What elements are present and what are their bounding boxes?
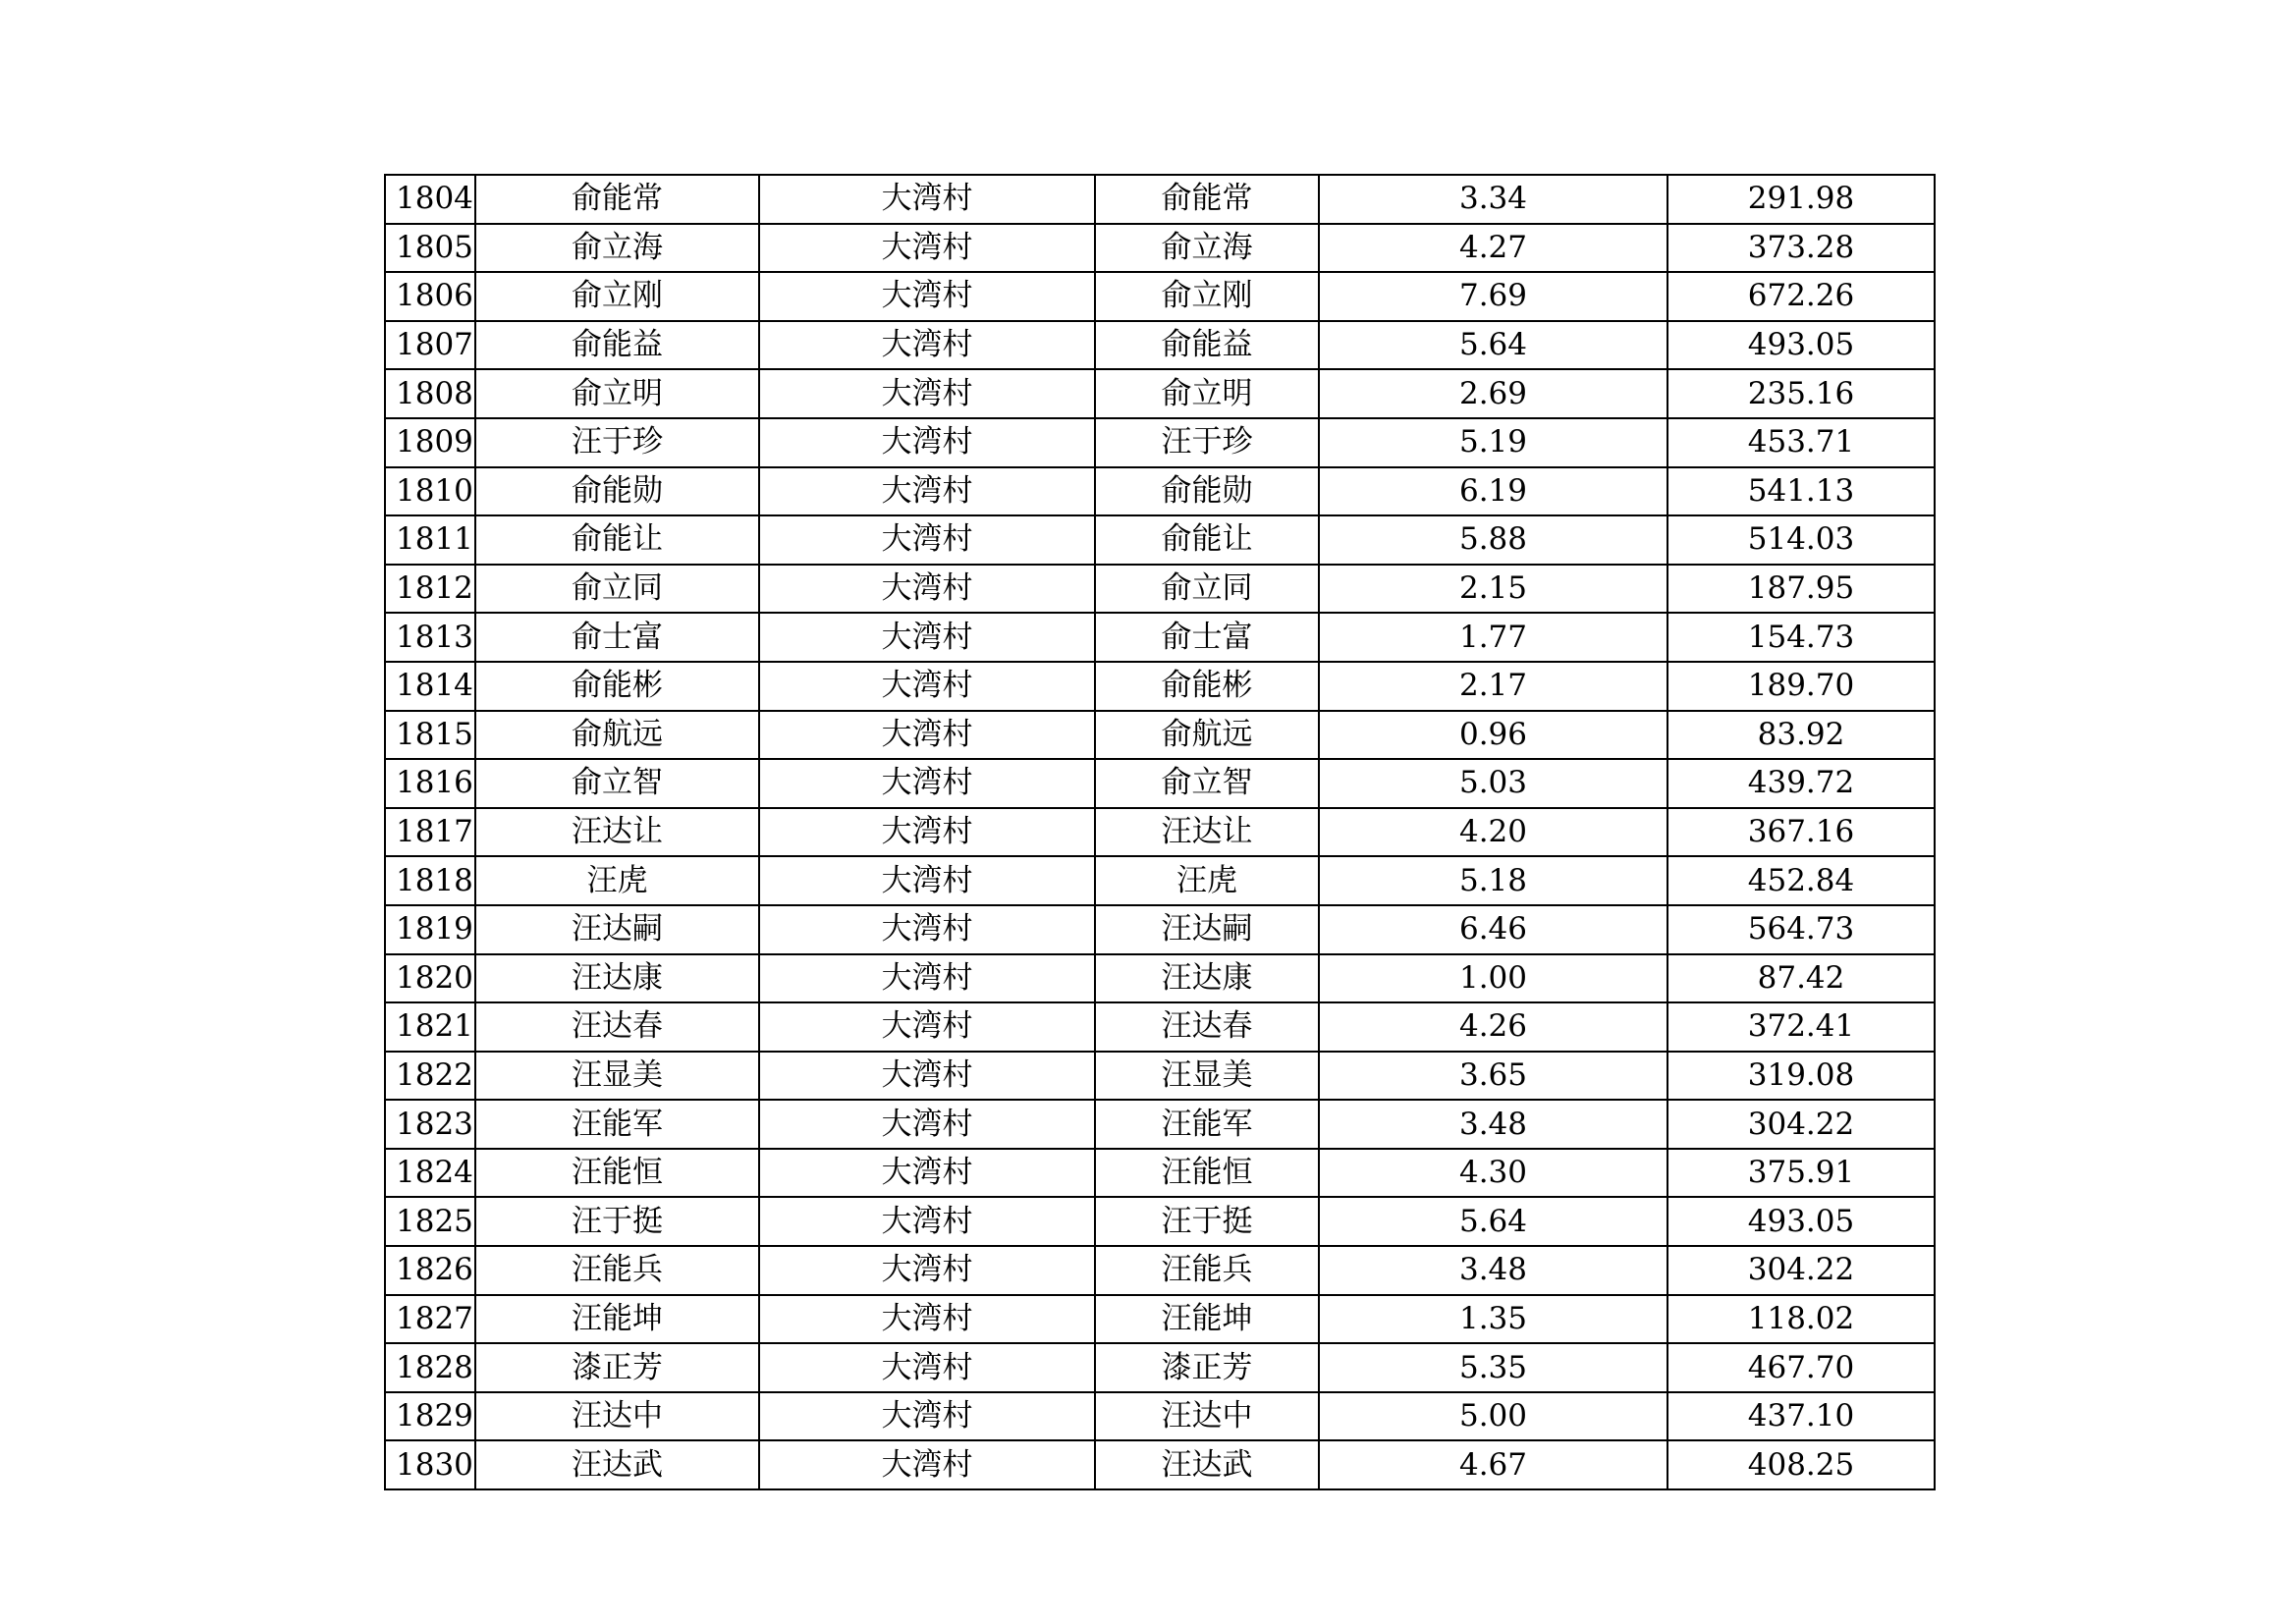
row-number-cell: 1823 — [385, 1100, 475, 1149]
table-row — [385, 1440, 1935, 1489]
area-cell: 5.64 — [1319, 321, 1667, 370]
name-cell: 俞能勋 — [475, 467, 759, 516]
name-cell: 汪达春 — [475, 1002, 759, 1052]
amount-cell: 154.73 — [1667, 613, 1935, 662]
row-number-cell: 1816 — [385, 759, 475, 808]
area-cell: 2.17 — [1319, 662, 1667, 711]
amount-cell: 564.73 — [1667, 905, 1935, 954]
village-cell: 大湾村 — [759, 321, 1095, 370]
amount-cell: 672.26 — [1667, 272, 1935, 321]
village-cell: 大湾村 — [759, 711, 1095, 760]
row-number-cell: 1813 — [385, 613, 475, 662]
table-row — [385, 1052, 1935, 1101]
amount-cell: 319.08 — [1667, 1052, 1935, 1101]
table-row — [385, 565, 1935, 614]
amount-cell: 367.16 — [1667, 808, 1935, 857]
holder-cell: 汪达嗣 — [1095, 905, 1319, 954]
name-cell: 汪能军 — [475, 1100, 759, 1149]
name-cell: 俞士富 — [475, 613, 759, 662]
area-cell: 5.18 — [1319, 856, 1667, 905]
name-cell: 俞能彬 — [475, 662, 759, 711]
area-cell: 2.15 — [1319, 565, 1667, 614]
holder-cell: 汪达康 — [1095, 954, 1319, 1003]
name-cell: 汪达嗣 — [475, 905, 759, 954]
name-cell: 汪达中 — [475, 1392, 759, 1441]
table-row — [385, 175, 1935, 224]
village-cell: 大湾村 — [759, 565, 1095, 614]
row-number-cell: 1812 — [385, 565, 475, 614]
table-row — [385, 321, 1935, 370]
name-cell: 俞能常 — [475, 175, 759, 224]
holder-cell: 汪达中 — [1095, 1392, 1319, 1441]
area-cell: 0.96 — [1319, 711, 1667, 760]
name-cell: 俞立明 — [475, 369, 759, 418]
amount-cell: 87.42 — [1667, 954, 1935, 1003]
village-cell: 大湾村 — [759, 613, 1095, 662]
holder-cell: 俞能彬 — [1095, 662, 1319, 711]
amount-cell: 189.70 — [1667, 662, 1935, 711]
table-row — [385, 1295, 1935, 1344]
table-row — [385, 1100, 1935, 1149]
area-cell: 1.00 — [1319, 954, 1667, 1003]
name-cell: 汪于挺 — [475, 1197, 759, 1246]
holder-cell: 俞立刚 — [1095, 272, 1319, 321]
village-cell: 大湾村 — [759, 905, 1095, 954]
row-number-cell: 1822 — [385, 1052, 475, 1101]
area-cell: 4.26 — [1319, 1002, 1667, 1052]
name-cell: 俞能让 — [475, 515, 759, 565]
row-number-cell: 1825 — [385, 1197, 475, 1246]
holder-cell: 俞能让 — [1095, 515, 1319, 565]
area-cell: 5.00 — [1319, 1392, 1667, 1441]
row-number-cell: 1827 — [385, 1295, 475, 1344]
row-number-cell: 1814 — [385, 662, 475, 711]
name-cell: 俞立刚 — [475, 272, 759, 321]
amount-cell: 83.92 — [1667, 711, 1935, 760]
village-cell: 大湾村 — [759, 808, 1095, 857]
holder-cell: 汪达让 — [1095, 808, 1319, 857]
name-cell: 漆正芳 — [475, 1343, 759, 1392]
holder-cell: 俞立海 — [1095, 224, 1319, 273]
name-cell: 俞能益 — [475, 321, 759, 370]
holder-cell: 汪虎 — [1095, 856, 1319, 905]
row-number-cell: 1821 — [385, 1002, 475, 1052]
amount-cell: 304.22 — [1667, 1246, 1935, 1295]
village-cell: 大湾村 — [759, 1149, 1095, 1198]
holder-cell: 俞航远 — [1095, 711, 1319, 760]
name-cell: 俞立智 — [475, 759, 759, 808]
village-cell: 大湾村 — [759, 1100, 1095, 1149]
table-row — [385, 1197, 1935, 1246]
name-cell: 汪能坤 — [475, 1295, 759, 1344]
name-cell: 俞立海 — [475, 224, 759, 273]
holder-cell: 俞能勋 — [1095, 467, 1319, 516]
area-cell: 4.30 — [1319, 1149, 1667, 1198]
area-cell: 3.65 — [1319, 1052, 1667, 1101]
amount-cell: 304.22 — [1667, 1100, 1935, 1149]
amount-cell: 235.16 — [1667, 369, 1935, 418]
row-number-cell: 1811 — [385, 515, 475, 565]
amount-cell: 493.05 — [1667, 1197, 1935, 1246]
holder-cell: 俞能常 — [1095, 175, 1319, 224]
table-row — [385, 515, 1935, 565]
name-cell: 汪显美 — [475, 1052, 759, 1101]
amount-cell: 408.25 — [1667, 1440, 1935, 1489]
table-row — [385, 418, 1935, 467]
table-row — [385, 369, 1935, 418]
row-number-cell: 1817 — [385, 808, 475, 857]
table-row — [385, 1246, 1935, 1295]
area-cell: 3.48 — [1319, 1100, 1667, 1149]
area-cell: 3.48 — [1319, 1246, 1667, 1295]
data-table — [384, 174, 1936, 1490]
village-cell: 大湾村 — [759, 1002, 1095, 1052]
area-cell: 5.19 — [1319, 418, 1667, 467]
village-cell: 大湾村 — [759, 1052, 1095, 1101]
row-number-cell: 1818 — [385, 856, 475, 905]
row-number-cell: 1830 — [385, 1440, 475, 1489]
name-cell: 汪达武 — [475, 1440, 759, 1489]
amount-cell: 375.91 — [1667, 1149, 1935, 1198]
table-row — [385, 1343, 1935, 1392]
village-cell: 大湾村 — [759, 1246, 1095, 1295]
holder-cell: 汪达武 — [1095, 1440, 1319, 1489]
village-cell: 大湾村 — [759, 1343, 1095, 1392]
amount-cell: 439.72 — [1667, 759, 1935, 808]
area-cell: 1.77 — [1319, 613, 1667, 662]
name-cell: 俞立同 — [475, 565, 759, 614]
village-cell: 大湾村 — [759, 224, 1095, 273]
holder-cell: 汪于珍 — [1095, 418, 1319, 467]
village-cell: 大湾村 — [759, 272, 1095, 321]
area-cell: 5.03 — [1319, 759, 1667, 808]
table-row — [385, 662, 1935, 711]
holder-cell: 汪能军 — [1095, 1100, 1319, 1149]
row-number-cell: 1807 — [385, 321, 475, 370]
village-cell: 大湾村 — [759, 369, 1095, 418]
table-row — [385, 759, 1935, 808]
row-number-cell: 1810 — [385, 467, 475, 516]
holder-cell: 俞能益 — [1095, 321, 1319, 370]
holder-cell: 汪能恒 — [1095, 1149, 1319, 1198]
row-number-cell: 1805 — [385, 224, 475, 273]
table-row — [385, 905, 1935, 954]
village-cell: 大湾村 — [759, 467, 1095, 516]
amount-cell: 372.41 — [1667, 1002, 1935, 1052]
village-cell: 大湾村 — [759, 515, 1095, 565]
row-number-cell: 1824 — [385, 1149, 475, 1198]
village-cell: 大湾村 — [759, 418, 1095, 467]
holder-cell: 汪能坤 — [1095, 1295, 1319, 1344]
amount-cell: 452.84 — [1667, 856, 1935, 905]
village-cell: 大湾村 — [759, 1440, 1095, 1489]
table-row — [385, 711, 1935, 760]
holder-cell: 汪于挺 — [1095, 1197, 1319, 1246]
village-cell: 大湾村 — [759, 954, 1095, 1003]
holder-cell: 汪显美 — [1095, 1052, 1319, 1101]
table-row — [385, 613, 1935, 662]
row-number-cell: 1815 — [385, 711, 475, 760]
village-cell: 大湾村 — [759, 856, 1095, 905]
amount-cell: 467.70 — [1667, 1343, 1935, 1392]
row-number-cell: 1809 — [385, 418, 475, 467]
amount-cell: 437.10 — [1667, 1392, 1935, 1441]
table-row — [385, 1002, 1935, 1052]
holder-cell: 漆正芳 — [1095, 1343, 1319, 1392]
area-cell: 4.27 — [1319, 224, 1667, 273]
row-number-cell: 1826 — [385, 1246, 475, 1295]
table-row — [385, 1149, 1935, 1198]
holder-cell: 俞立同 — [1095, 565, 1319, 614]
row-number-cell: 1820 — [385, 954, 475, 1003]
name-cell: 汪能恒 — [475, 1149, 759, 1198]
table-row — [385, 954, 1935, 1003]
area-cell: 6.46 — [1319, 905, 1667, 954]
table-row — [385, 1392, 1935, 1441]
area-cell: 1.35 — [1319, 1295, 1667, 1344]
name-cell: 俞航远 — [475, 711, 759, 760]
row-number-cell: 1829 — [385, 1392, 475, 1441]
area-cell: 5.64 — [1319, 1197, 1667, 1246]
name-cell: 汪虎 — [475, 856, 759, 905]
amount-cell: 291.98 — [1667, 175, 1935, 224]
amount-cell: 514.03 — [1667, 515, 1935, 565]
table-row — [385, 467, 1935, 516]
table-row — [385, 224, 1935, 273]
amount-cell: 493.05 — [1667, 321, 1935, 370]
amount-cell: 118.02 — [1667, 1295, 1935, 1344]
name-cell: 汪能兵 — [475, 1246, 759, 1295]
village-cell: 大湾村 — [759, 1295, 1095, 1344]
row-number-cell: 1804 — [385, 175, 475, 224]
holder-cell: 俞立明 — [1095, 369, 1319, 418]
table-row — [385, 808, 1935, 857]
name-cell: 汪达康 — [475, 954, 759, 1003]
name-cell: 汪于珍 — [475, 418, 759, 467]
village-cell: 大湾村 — [759, 1392, 1095, 1441]
holder-cell: 俞立智 — [1095, 759, 1319, 808]
row-number-cell: 1808 — [385, 369, 475, 418]
village-cell: 大湾村 — [759, 662, 1095, 711]
row-number-cell: 1819 — [385, 905, 475, 954]
village-cell: 大湾村 — [759, 1197, 1095, 1246]
name-cell: 汪达让 — [475, 808, 759, 857]
amount-cell: 453.71 — [1667, 418, 1935, 467]
area-cell: 7.69 — [1319, 272, 1667, 321]
area-cell: 4.20 — [1319, 808, 1667, 857]
holder-cell: 汪达春 — [1095, 1002, 1319, 1052]
area-cell: 6.19 — [1319, 467, 1667, 516]
table-row — [385, 272, 1935, 321]
amount-cell: 373.28 — [1667, 224, 1935, 273]
holder-cell: 俞士富 — [1095, 613, 1319, 662]
village-cell: 大湾村 — [759, 759, 1095, 808]
row-number-cell: 1806 — [385, 272, 475, 321]
area-cell: 2.69 — [1319, 369, 1667, 418]
holder-cell: 汪能兵 — [1095, 1246, 1319, 1295]
table-body — [385, 175, 1935, 1489]
area-cell: 5.88 — [1319, 515, 1667, 565]
amount-cell: 541.13 — [1667, 467, 1935, 516]
area-cell: 5.35 — [1319, 1343, 1667, 1392]
row-number-cell: 1828 — [385, 1343, 475, 1392]
area-cell: 4.67 — [1319, 1440, 1667, 1489]
amount-cell: 187.95 — [1667, 565, 1935, 614]
table-row — [385, 856, 1935, 905]
area-cell: 3.34 — [1319, 175, 1667, 224]
village-cell: 大湾村 — [759, 175, 1095, 224]
